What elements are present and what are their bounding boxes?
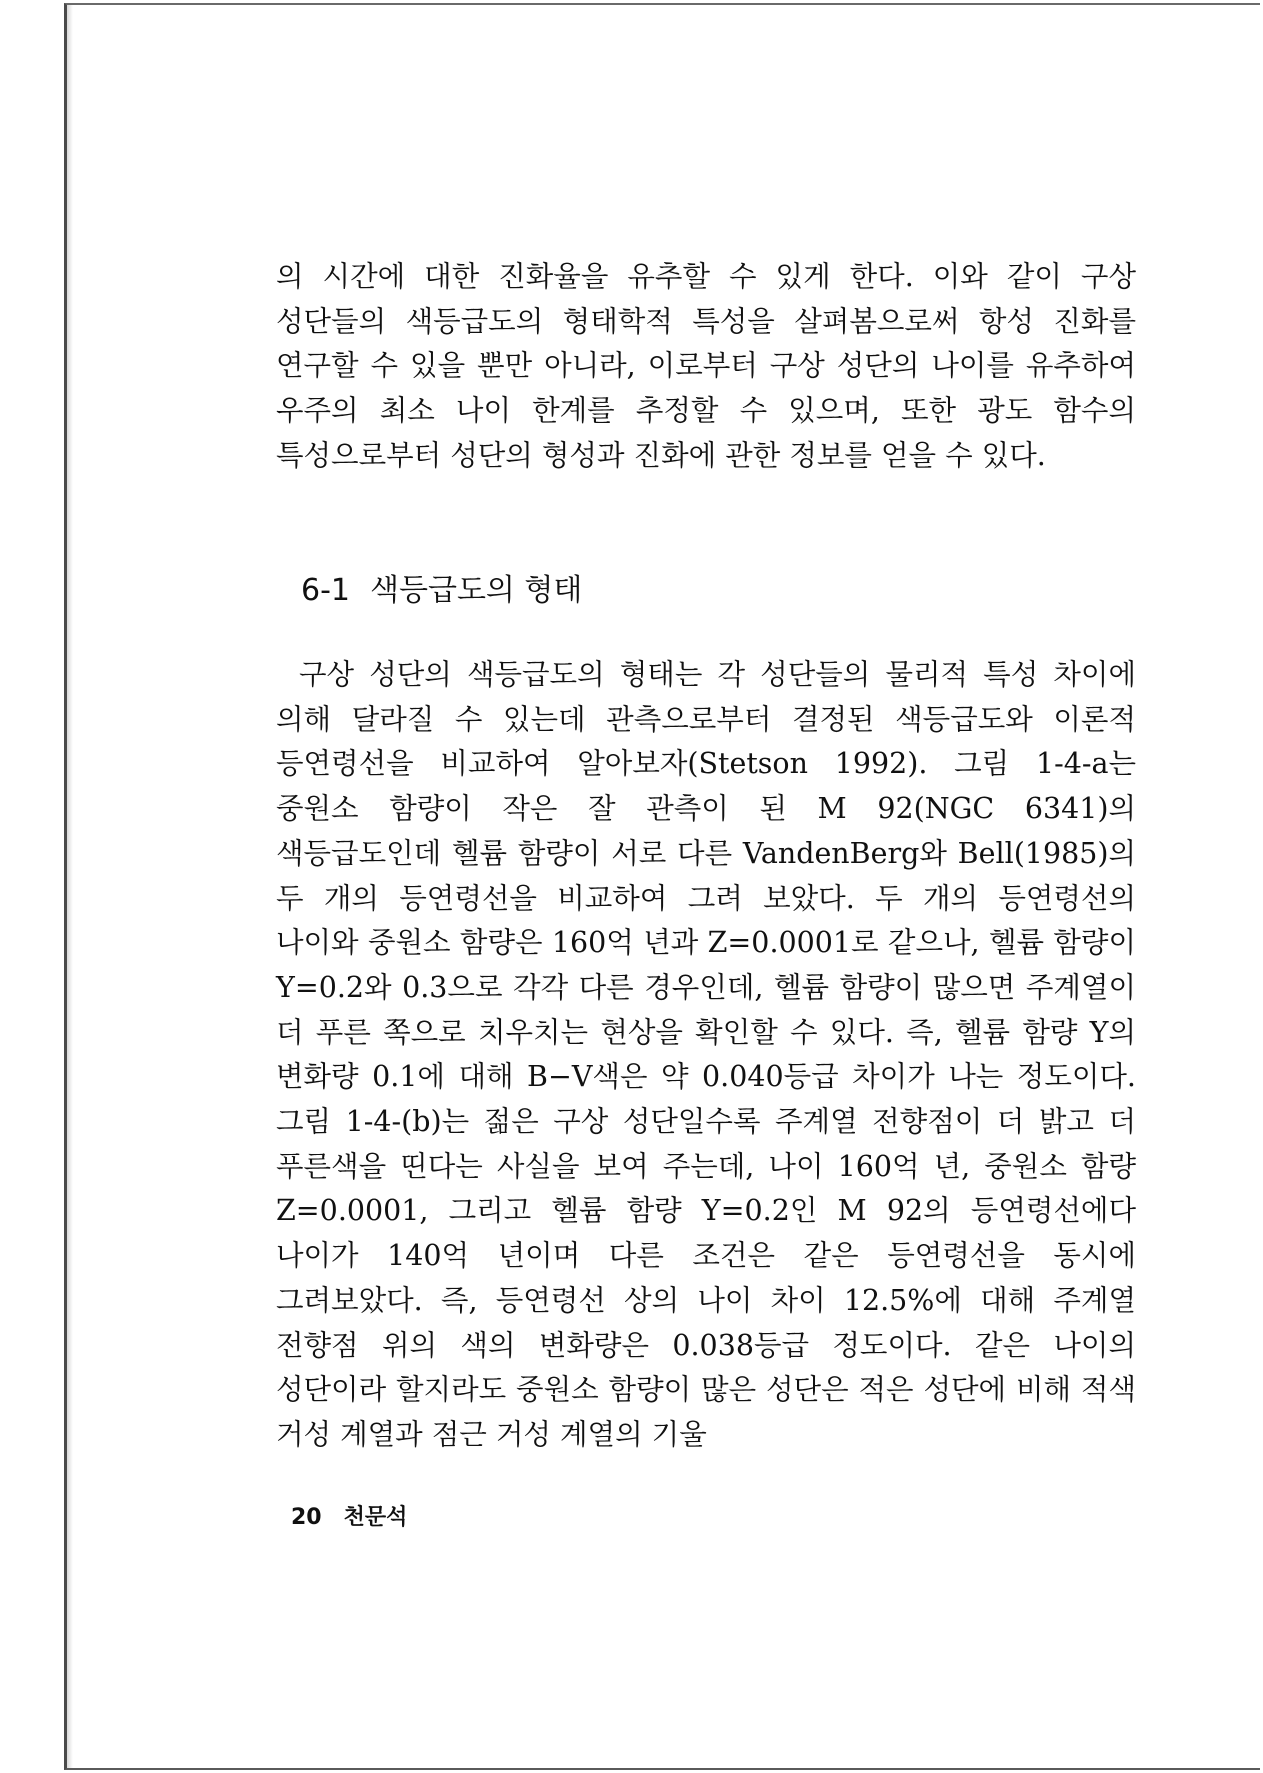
page-footer: [291, 1500, 407, 1531]
intro-paragraph: 의 시간에 대한 진화율을 유추할 수 있게 한다. 이와 같이 구상 성단들의 색등급도의 형태학적 특성을 살펴봄으로써 항성 진화를 연구할 수 있을 뿐만 아니라, 이로부터 구상 성단의 나이를 유추하여 우주의 최소 나이 한계를 추정할 수 있으며, 또한 광도 함수의 특성으로부터 성단의 형성과 진화에 관한 정보를 얻을 수 있다.: [276, 260, 1136, 472]
body-paragraph: 구상 성단의 색등급도의 형태는 각 성단들의 물리적 특성 차이에 의해 달라질 수 있는데 관측으로부터 결정된 색등급도와 이론적 등연령선을 비교하여 알아보자(Stetson 1992). 그림 1-4-a는 중원소 함량이 작은 잘 관측이 된 M 92(NGC 6341)의 색등급도인데 헬륨 함량이 서로 다른 VandenBerg와 Bell(1985)의 두 개의 등연령선을 비교하여 그려 보았다. 두 개의 등연령선의 나이와 중원소 함량은 160억 년과 Z=0.0001로 같으나, 헬륨 함량이 Y=0.2와 0.3으로 각각 다른 경우인데, 헬륨 함량이 많으면 주계열이 더 푸른 쪽으로 치우치는 현상을 확인할 수 있다. 즉, 헬륨 함량 Y의 변화량 0.1에 대해 B−V색은 약 0.040등급 차이가 나는 정도이다. 그림 1-4-(b)는 젊은 구상 성단일수록 주계열 전향점이 더 밝고 더 푸른색을 띤다는 사실을 보여 주는데, 나이 160억 년, 중원소 함량 Z=0.0001, 그리고 헬륨 함량 Y=0.2인 M 92의 등연령선에다 나이가 140억 년이며 다른 조건은 같은 등연령선을 동시에 그려보았다. 즉, 등연령선 상의 나이 차이 12.5%에 대해 주계열 전향점 위의 색의 변화량은 0.038등급 정도이다. 같은 나이의 성단이라 할지라도 중원소 함량이 많은 성단은 적은 성단에 비해 적색 거성 계열과 점근 거성 계열의 기울: [276, 658, 1136, 1451]
section-title: 색등급도의 형태: [370, 573, 583, 608]
section-heading: [301, 565, 582, 609]
page-number: 20: [291, 1505, 322, 1530]
running-title: 천문석: [343, 1505, 408, 1530]
section-number: 6-1: [301, 573, 350, 608]
